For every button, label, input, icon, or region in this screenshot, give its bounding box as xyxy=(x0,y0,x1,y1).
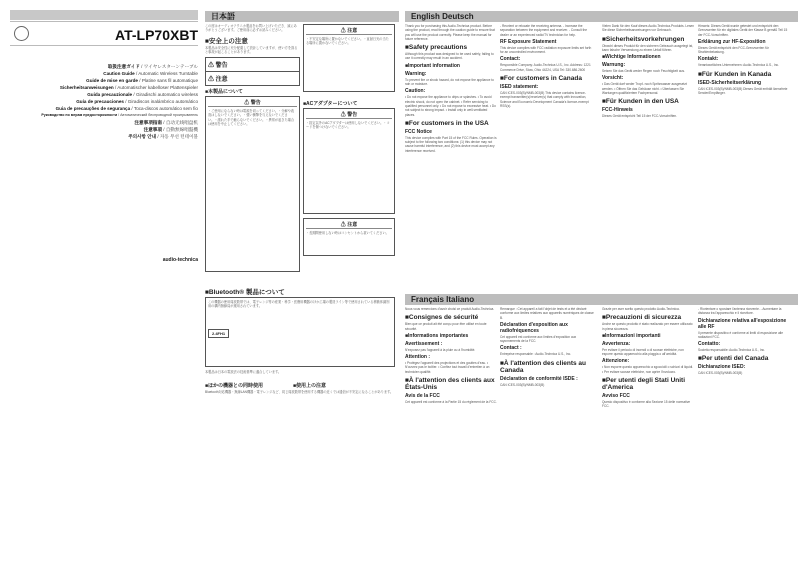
warning-label: Warning: xyxy=(405,70,427,77)
body-text: Dieses Gerät entspricht den FCC-Grenzwerten für Strahlenbelastung. xyxy=(698,45,769,55)
japanese-left-col xyxy=(205,24,300,272)
box-text: ・長期間使用しない時はコンセントから抜いてください。 xyxy=(306,231,389,235)
guide-title: Руководство по мерам предосторожности / Автоматический беспроводной проигрыватель xyxy=(41,113,198,117)
other-devices-heading: ■ほかの機器との同時使用 xyxy=(205,383,264,390)
guide-title: 注意事项指南 / 自动无线唱盘机 xyxy=(134,120,198,125)
ised-label: Déclaration de conformité ISDE : xyxy=(500,375,578,382)
body-text: This device complies with Part 15 of the FCC Rules. Operation is subject to the following two conditions: (1) this device may not cause harmful interference, and (2) this device must accept any interference received. xyxy=(405,135,497,153)
contact-label: Kontakt: xyxy=(698,56,719,63)
caution-label: Attention : xyxy=(405,354,430,361)
guide-title: Caution Guide / Automatic Wireless Turntable xyxy=(103,71,198,76)
body-text: Responsible Company: Audio-Technica U.S., Inc. Address: 1221 Commerce Drive, Stow, Ohio 44224, USA Tel: 330.686.2600 xyxy=(500,63,591,72)
body-text: Obwohl dieses Produkt für den sicheren Gebrauch ausgelegt ist, kann falsche Verwendung zu einem Unfall führen. xyxy=(602,43,694,52)
body-text: Il presente dispositivo è conforme ai limiti di esposizione alle radiazioni FCC. xyxy=(698,330,784,339)
canada-heading: ■Per utenti del Canada xyxy=(698,355,769,363)
body-text: • Protégez l'appareil des projections et des gouttes d'eau. • N'ouvrez pas le boîtier. • Confiez tout travail d'entretien à un technicien qualifié. xyxy=(405,361,490,374)
body-text: Cet appareil est conforme aux limites d'exposition aux rayonnements de la FCC. xyxy=(500,334,577,344)
body-text: Bien que ce produit ait été conçu pour être utilisé en toute sécurité. xyxy=(405,322,487,331)
section-header-japanese: 日本語 xyxy=(205,11,399,22)
divider xyxy=(10,21,198,22)
guide-title-list xyxy=(2,63,198,140)
francais-col-1 xyxy=(405,307,498,404)
fcc-label: Avviso FCC xyxy=(602,393,630,400)
italiano-col-1 xyxy=(602,307,695,409)
rf-label: RF Exposure Statement xyxy=(500,38,557,45)
safety-heading: ■Sicherheitsvorkehrungen xyxy=(602,35,685,43)
usa-heading: ■Für Kunden in den USA xyxy=(602,98,679,106)
box-title: ⚠ 警告 xyxy=(208,99,297,107)
body-text: CAN ICES-003(B)/NMB-003(B) xyxy=(500,382,545,387)
body-text: Cet appareil est conforme à la Partie 15 du règlement de la FCC. xyxy=(405,400,497,405)
body-text: Remarque : Cet appareil a fait l'objet de tests et a été déclaré conforme aux limites relatives aux appareils numériques de classe B. xyxy=(500,307,594,320)
warning-label: Avvertenza: xyxy=(602,340,631,347)
usa-heading: ■Per utenti degli Stati Uniti d'America xyxy=(602,377,686,392)
body-text: Questo dispositivo è conforme alla Sezione 15 delle normative FCC. xyxy=(602,400,691,409)
body-text: - Riorientare o spostare l'antenna ricevente. - Aumentare la distanza tra l'apparecchio e il ricevitore. xyxy=(698,307,782,316)
body-text: This device complies with FCC radiation exposure limits set forth for an uncontrolled environment. xyxy=(500,45,592,55)
audio-technica-logo-icon xyxy=(14,26,29,41)
body-text: N'exposez pas l'appareil à la pluie ou à l'humidité. xyxy=(405,347,476,352)
rf-label: Dichiarazione relativa all'esposizione alle RF xyxy=(698,317,787,330)
safety-heading: ■Consignes de sécurité xyxy=(405,314,479,322)
safety-heading: ■Safety precautions xyxy=(405,44,468,52)
about-product-heading: ■本製品について xyxy=(205,89,243,96)
usage-notes-heading: ■使用上の注意 xyxy=(293,383,327,390)
intro-text: Thank you for purchasing this Audio-Technica product. Before using the product, read through the caution guide to ensure that you will use the product correctly. Please keep the manual for future reference. xyxy=(405,24,495,41)
box-text: ・ご使用にならない時は電源を切ってください。・分解や改造はしないでください。・強い衝撃を与えないでください。・濡れた手で触らないでください。・異常が起きた場合は使用を中止してください。 xyxy=(208,109,295,127)
canada-heading: ■À l'attention des clients au Canada xyxy=(500,359,587,374)
guide-title: Guide de mise en garde / Platine sans fil automatique xyxy=(86,78,198,83)
body-text: • Do not expose the appliance to drips or splashes. • To avoid electric shock, do not open the cabinet. • Refer servicing to qualified personnel only. • Do not expose to excessive heat. • Do not subject to strong impact. • Install only in well-ventilated places. xyxy=(405,95,496,117)
english-col-2 xyxy=(500,24,594,108)
guide-title: 取扱注意ガイド / ワイヤレスターンテーブル xyxy=(107,64,198,69)
deutsch-col-2 xyxy=(698,24,792,95)
contact-label: Contact : xyxy=(500,345,522,352)
caution-box xyxy=(303,24,395,92)
important-heading: ■Wichtige Informationen xyxy=(602,54,661,61)
japanese-right-col xyxy=(303,24,395,256)
body-text: Setzen Sie das Gerät weder Regen noch Feuchtigkeit aus. xyxy=(602,69,685,74)
safety-heading: ■安全上の注意 xyxy=(205,37,248,45)
product-warning-box xyxy=(205,96,300,272)
warning-label: Warnung: xyxy=(602,62,626,69)
warning-label: Avertissement : xyxy=(405,340,443,347)
italiano-col-2 xyxy=(698,307,792,376)
bluetooth-heading: ■Bluetooth® 製品について xyxy=(205,289,285,296)
box-title: ⚠ 警告 xyxy=(306,111,392,119)
divider xyxy=(10,45,198,46)
body-text: Verantwortliches Unternehmen: Audio-Technica U.S., Inc. xyxy=(698,63,779,68)
usa-heading: ■À l'attention des clients aux États-Unis xyxy=(405,377,495,392)
box-text: ・指定以外のACアダプターは使用しないでください。・コードを傷つけないでください。 xyxy=(306,121,390,130)
body-text: CAN ICES-003(B)/NMB-003(B) xyxy=(698,371,743,376)
band-label: 2.4FH1 xyxy=(208,329,229,338)
fcc-label: FCC Notice xyxy=(405,128,432,135)
caution-legend: ⚠ 注意 xyxy=(205,72,300,86)
caution-label: Caution: xyxy=(405,88,426,95)
ised-label: Dichiarazione ISED: xyxy=(698,364,746,371)
body-text: CAN ICES-003(B)/NMB-003(B) Dieses Gerät enthält lizenzfreie Sender/Empfänger. xyxy=(698,86,788,96)
section-header-english-deutsch: English Deutsch xyxy=(405,11,798,22)
caution-label: Attenzione: xyxy=(602,358,630,365)
body-text: Entreprise responsable : Audio-Technica U.S., Inc. xyxy=(500,352,572,357)
bluetooth-box xyxy=(205,297,395,367)
model-title: AT-LP70XBT xyxy=(115,27,198,43)
box-title: ⚠ 注意 xyxy=(306,27,392,35)
about-adapter-heading: ■ACアダプターについて xyxy=(303,101,358,107)
body-text: Hinweis: Dieses Gerät wurde getestet und entspricht den Grenzwerten für ein digitales Gerät der Klasse B gemäß Teil 15 der FCC-Vorschriften. xyxy=(698,24,788,37)
box-text: この機器の使用周波数帯では、電子レンジ等の産業・科学・医療用機器のほか工場の製造ライン等で使用されている移動体識別用の構内無線局が運用されています。 xyxy=(208,300,390,309)
body-text: Although this product was designed to be used safely, failing to use it correctly may result in an accident. xyxy=(405,52,494,61)
francais-col-2 xyxy=(500,307,594,387)
english-col-1 xyxy=(405,24,498,153)
guide-title: 注意事項 / 自動無線唱盤機 xyxy=(143,127,198,132)
usa-heading: ■For customers in the USA xyxy=(405,119,489,127)
box-title: ⚠ 注意 xyxy=(306,221,392,229)
top-gray-bar xyxy=(10,10,198,20)
adapter-warning-box xyxy=(303,108,395,214)
box-text: ・不安定な場所に置かないでください。・直射日光の当たる場所に置かないでください。 xyxy=(306,37,389,46)
important-heading: ■Important information xyxy=(405,62,460,69)
warning-legend: ⚠ 警告 xyxy=(205,57,300,72)
contact-label: Contatto: xyxy=(698,341,721,348)
guide-title: Guia de precauções de segurança / Toca-discos automático sem fio xyxy=(55,106,198,111)
rf-label: Déclaration d'exposition aux radiofréquences xyxy=(500,321,568,334)
body-text: 本製品は安全性に充分配慮して設計していますが、使い方を誤ると事故が起こることがあります。 xyxy=(205,45,298,54)
brand-wordmark: audio-technica xyxy=(162,257,198,263)
ised-label: ISED statement: xyxy=(500,84,539,91)
canada-heading: ■For customers in Canada xyxy=(500,75,582,83)
body-text: Anche se questo prodotto è stato realizzato per essere utilizzato in piena sicurezza. xyxy=(602,322,693,331)
intro-text: この度はオーディオテクニカ製品をお買い上げいただき、誠にありがとうございます。ご使用前に必ずお読みください。 xyxy=(205,24,297,33)
guide-title: Guida precauzionale / Giradischi automatico wireless xyxy=(87,92,198,97)
body-text: Dieses Gerät entspricht Teil 15 der FCC-Vorschriften. xyxy=(602,114,678,119)
caution-label: Vorsicht: xyxy=(602,75,624,82)
section-header-francais-italiano: Français Italiano xyxy=(405,294,798,305)
important-heading: ■Informations importantes xyxy=(405,332,469,339)
intro-text: Vielen Dank für den Kauf dieses Audio-Technica-Produkts. Lesen Sie diese Sicherheitsanweisungen vor Gebrauch. xyxy=(602,24,695,33)
contact-label: Contact: xyxy=(500,56,521,63)
guide-title: 주의사항 안내 / 자동 무선 턴테이블 xyxy=(128,134,198,139)
body-text: • Das Gerät darf weder Tropf- noch Spritzwasser ausgesetzt werden. • Öffnen Sie das Gehäuse nicht. • Überlassen Sie Wartungen qualifiziertem Fachpersonal. xyxy=(602,82,687,96)
body-text: • Non esporre questo apparecchio a sgocciolii o schizzi di liquidi. • Per evitare scosse elettriche, non aprire l'involucro. xyxy=(602,365,694,374)
guide-title: Guía de precauciones / Giradiscos inalámbrico automático xyxy=(76,99,198,104)
body-text: Società responsabile: Audio-Technica U.S., Inc. xyxy=(698,348,765,353)
body-text: CAN ICES-003(B)/NMB-003(B) This device contains licence-exempt transmitter(s)/receiver(s) that comply with Innovation, Science and Economic Development Canada's licence-exempt RSS(s). xyxy=(500,91,589,108)
bluetooth-section xyxy=(205,284,395,395)
body-text: - Reorient or relocate the receiving antenna. - Increase the separation between the equipment and receiver. - Consult the dealer or an experienced radio/TV technician for help. xyxy=(500,24,588,37)
important-heading: ■Informazioni importanti xyxy=(602,332,661,339)
fcc-label: FCC-Hinweis xyxy=(602,107,633,114)
body-text: Bluetooth対応機器・無線LAN機器・電子レンジなど、同じ周波数帯を使用する機器の近くでは通信が不安定になることがあります。 xyxy=(205,390,394,395)
rf-label: Erklärung zur HF-Exposition xyxy=(698,38,766,45)
adapter-caution-box xyxy=(303,218,395,256)
deutsch-col-1 xyxy=(602,24,695,119)
body-text: Per evitare il pericolo di incendi o di scosse elettriche, non esporre questo apparecchio alla pioggia o all'umidità. xyxy=(602,347,684,357)
intro-text: Nous vous remercions d'avoir choisi ce produit Audio-Technica. xyxy=(405,307,495,311)
body-text: 本製品は日本の電波法の技術基準に適合しています。 xyxy=(205,370,282,374)
intro-text: Grazie per aver scelto questo prodotto Audio-Technica. xyxy=(602,307,680,311)
fcc-label: Avis de la FCC xyxy=(405,393,440,400)
safety-heading: ■Precauzioni di sicurezza xyxy=(602,314,682,322)
canada-heading: ■Für Kunden in Kanada xyxy=(698,70,772,78)
ised-label: ISED-Sicherheitserklärung xyxy=(698,79,762,86)
guide-title: Sicherheitsanweisungen / Automatischer kabelloser Plattenspieler xyxy=(59,85,198,90)
body-text: To prevent fire or shock hazard, do not expose the appliance to rain or moisture. xyxy=(405,77,494,87)
